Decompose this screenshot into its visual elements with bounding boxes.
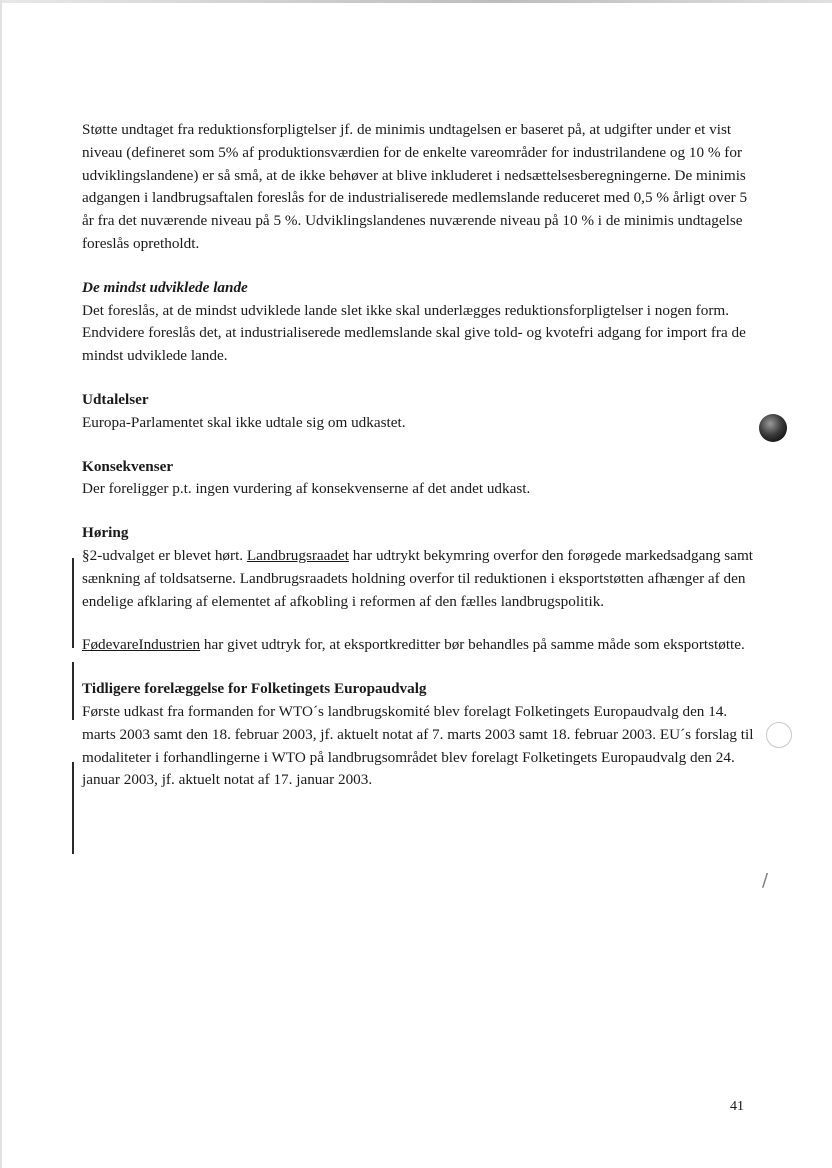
paragraph-hearing-2 bbox=[82, 634, 758, 657]
section-previous bbox=[82, 678, 758, 792]
change-bar-previous bbox=[72, 762, 74, 854]
binder-hole-outline-icon bbox=[766, 722, 792, 748]
paragraph-least-developed: Det foreslås, at de mindst udviklede lande slet ikke skal underlægges reduktionsforpligtelser i nogen form. Endvidere foreslås det, at industrialiserede medlemslande skal give told- og kvotefri adgang for import fra de mindst udviklede lande. bbox=[82, 301, 746, 365]
paragraph-hearing-1 bbox=[82, 545, 758, 613]
hearing-body-text-2: har givet udtryk for, at eksportkreditter bør behandles på samme måde som eksportstøtte. bbox=[200, 636, 745, 654]
section-statements bbox=[82, 389, 758, 435]
heading-hearing: Høring bbox=[82, 524, 129, 542]
page-number: 41 bbox=[730, 1099, 744, 1114]
document-body bbox=[82, 119, 758, 813]
paragraph-consequences: Der foreligger p.t. ingen vurdering af konsekvenserne af det andet udkast. bbox=[82, 480, 531, 498]
scan-edge-top bbox=[0, 0, 832, 3]
heading-least-developed: De mindst udviklede lande bbox=[82, 278, 248, 296]
paragraph-previous: Første udkast fra formanden for WTO´s landbrugskomité blev forelagt Folketingets Europaudvalg den 14. marts 2003 samt den 18. februar 2003, jf. aktuelt notat af 7. marts 2003 samt 18. februar 2003. EU´s forslag til modaliteter i forhandlingerne i WTO på landbrugsområdet blev forelagt Folketingets Europaudvalg den 24. januar 2003, jf. aktuelt notat af 17. januar 2003. bbox=[82, 702, 754, 789]
paragraph-statements: Europa-Parlamentet skal ikke udtale sig om udkastet. bbox=[82, 413, 406, 431]
section-least-developed bbox=[82, 277, 758, 368]
hearing-body-text: har udtrykt bekymring overfor den forøgede markedsadgang samt sænkning af toldsatserne. Landbrugsraadets holdning overfor til reduktionen i eksportstøtten afhænger af den endelige afklaring af elementet af afkobling i reformen af den fælles landbrugspolitik. bbox=[82, 546, 753, 610]
section-consequences bbox=[82, 456, 758, 502]
link-landbrugsraadet[interactable]: Landbrugsraadet bbox=[246, 546, 349, 564]
scan-edge-left bbox=[0, 0, 2, 1168]
change-bar-hearing-1 bbox=[72, 558, 74, 648]
binder-hole-icon bbox=[759, 414, 787, 442]
link-foedevareindustrien[interactable]: FødevareIndustrien bbox=[82, 636, 201, 654]
intro-paragraph: Støtte undtaget fra reduktionsforpligtelser jf. de minimis undtagelsen er baseret på, at udgifter under et vist niveau (defineret som 5% af produktionsværdien for de enkelte vareområder for industrilandene og 10 % for udviklingslandene) er så små, at de ikke behøver at blive inkluderet i nedsættelsesberegningerne. De minimis adgangen i landbrugsaftalen foreslås for de industrialiserede medlemslande reduceret med 0,5 % årligt over 5 år fra det nuværende niveau på 5 %. Udviklingslandenes nuværende niveau på 10 % i de minimis undtagelse foreslås opretholdt. bbox=[82, 121, 748, 252]
hearing-intro-text: §2-udvalget er blevet hørt. bbox=[82, 546, 247, 564]
pen-mark-icon: / bbox=[762, 870, 769, 891]
heading-previous: Tidligere forelæggelse for Folketingets Europaudvalg bbox=[82, 680, 427, 698]
section-hearing bbox=[82, 522, 758, 657]
change-bar-hearing-2 bbox=[72, 662, 74, 720]
heading-consequences: Konsekvenser bbox=[82, 457, 174, 475]
heading-statements: Udtalelser bbox=[82, 390, 149, 408]
